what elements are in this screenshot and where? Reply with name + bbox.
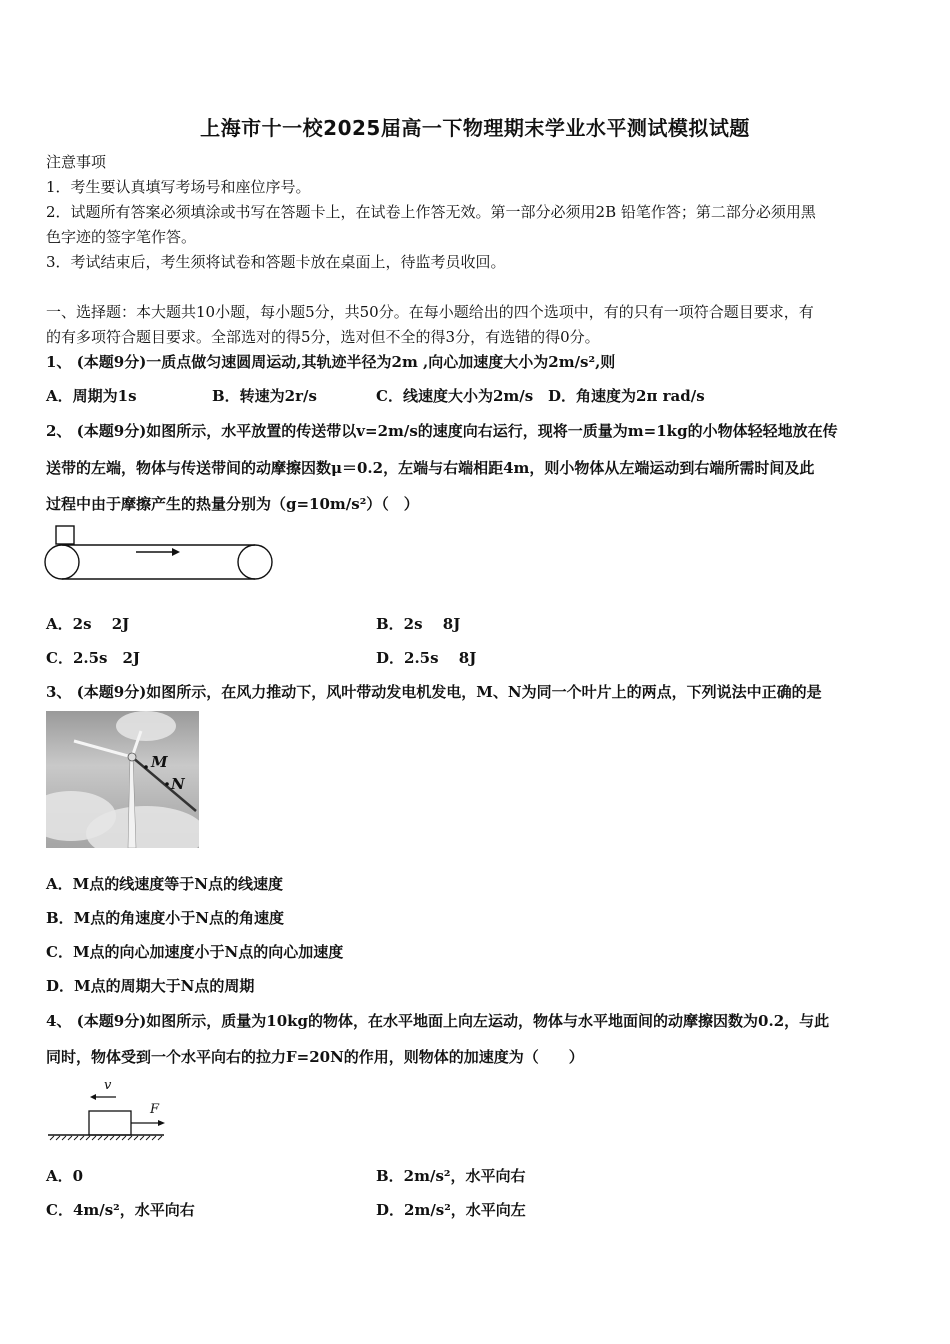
q1-stem: 1、 (本题9分)一质点做匀速圆周运动,其轨迹半径为2m ,向心加速度大小为2m/s²,则 <box>46 353 616 371</box>
conveyor-belt-diagram <box>44 524 276 584</box>
notice-item-3: 3．考试结束后，考生须将试卷和答题卡放在桌面上，待监考员收回。 <box>46 253 506 271</box>
q2-option-c[interactable]: C．2.5s 2J <box>46 649 141 667</box>
turbine-tower <box>128 757 136 848</box>
section-instructions-1: 一、选择题：本大题共10小题，每小题5分，共50分。在每小题给出的四个选项中，有的只有一项符合题目要求，有 <box>46 303 814 321</box>
label-f: F <box>150 1102 160 1117</box>
point-n <box>165 782 169 786</box>
label-m: M <box>151 753 168 771</box>
q2-stem-line-3: 过程中由于摩擦产生的热量分别为（g=10m/s²）（ ） <box>46 495 419 513</box>
right-pulley <box>238 545 272 579</box>
wind-turbine-photo <box>46 711 199 848</box>
q3-stem: 3、 (本题9分)如图所示，在风力推动下，风叶带动发电机发电，M、N为同一个叶片上的两点，下列说法中正确的是 <box>46 683 822 701</box>
small-block <box>56 526 74 544</box>
q4-option-b[interactable]: B．2m/s²，水平向右 <box>376 1167 526 1185</box>
q2-option-b[interactable]: B．2s 8J <box>376 615 461 633</box>
q2-stem-line-1: 2、 (本题9分)如图所示，水平放置的传送带以v=2m/s的速度向右运行，现将一质量为m=1kg的小物体轻轻地放在传 <box>46 422 838 440</box>
q4-option-c[interactable]: C．4m/s²，水平向右 <box>46 1201 195 1219</box>
block-force-diagram <box>46 1076 172 1142</box>
q2-option-d[interactable]: D．2.5s 8J <box>376 649 477 667</box>
q1-option-b[interactable]: B．转速为2r/s <box>212 387 317 405</box>
notice-heading: 注意事项 <box>46 153 107 171</box>
q1-option-d[interactable]: D．角速度为2π rad/s <box>548 387 705 405</box>
q3-option-c[interactable]: C．M点的向心加速度小于N点的向心加速度 <box>46 943 344 961</box>
notice-item-2: 2．试题所有答案必须填涂或书写在答题卡上，在试卷上作答无效。第一部分必须用2B 铅笔作答；第二部分必须用黑 <box>46 203 816 221</box>
label-v: v <box>104 1078 112 1093</box>
page-title: 上海市十一校2025届高一下物理期末学业水平测试模拟试题 <box>200 116 750 140</box>
q1-option-c[interactable]: C．线速度大小为2m/s <box>376 387 534 405</box>
section-instructions-2: 的有多项符合题目要求。全部选对的得5分，选对但不全的得3分，有选错的得0分。 <box>46 328 600 346</box>
q4-stem-line-2: 同时，物体受到一个水平向右的拉力F=20N的作用，则物体的加速度为（ ） <box>46 1048 584 1066</box>
notice-item-2-cont: 色字迹的签字笔作答。 <box>46 228 197 246</box>
left-pulley <box>45 545 79 579</box>
turbine-blade-left <box>74 741 132 757</box>
q1-option-a[interactable]: A．周期为1s <box>46 387 137 405</box>
q4-stem-line-1: 4、 (本题9分)如图所示，质量为10kg的物体，在水平地面上向左运动，物体与水平地面间的动摩擦因数为0.2，与此 <box>46 1012 830 1030</box>
q3-option-b[interactable]: B．M点的角速度小于N点的角速度 <box>46 909 284 927</box>
q4-option-a[interactable]: A．0 <box>46 1167 84 1185</box>
block <box>89 1111 131 1135</box>
q2-stem-line-2: 送带的左端，物体与传送带间的动摩擦因数μ＝0.2，左端与右端相距4m，则小物体从左端运动到右端所需时间及此 <box>46 459 815 477</box>
q2-option-a[interactable]: A．2s 2J <box>46 615 130 633</box>
notice-item-1: 1．考生要认真填写考场号和座位序号。 <box>46 178 311 196</box>
q3-option-a[interactable]: A．M点的线速度等于N点的线速度 <box>46 875 283 893</box>
label-n: N <box>171 775 185 793</box>
q3-option-d[interactable]: D．M点的周期大于N点的周期 <box>46 977 255 995</box>
point-m <box>144 765 148 769</box>
q4-option-d[interactable]: D．2m/s²，水平向左 <box>376 1201 526 1219</box>
